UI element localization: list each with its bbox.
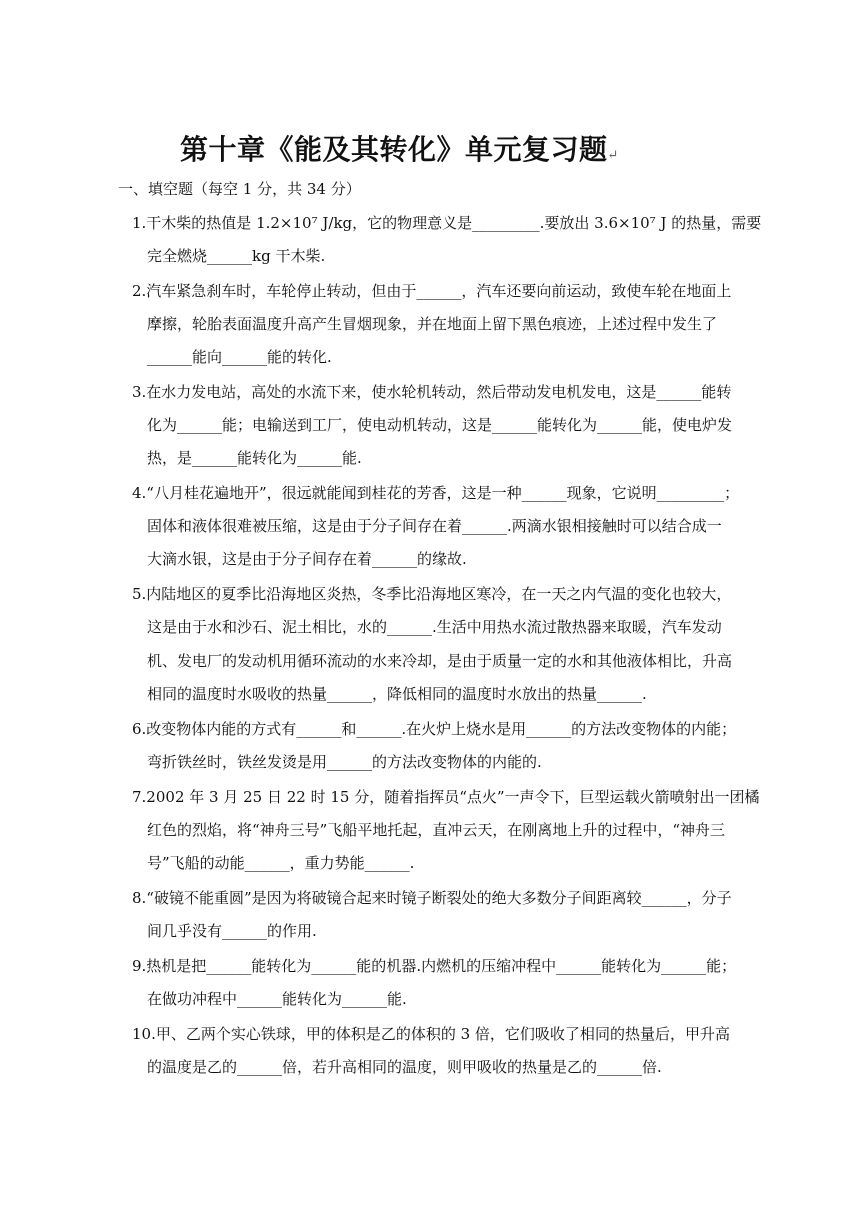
section-heading: 一、填空题（每空 1 分，共 34 分） <box>118 180 361 198</box>
question-4-line-3: 大滴水银，这是由于分子间存在着______的缘故. <box>147 550 467 568</box>
question-3-line-1: 3.在水力发电站，高处的水流下来，使水轮机转动，然后带动发电机发电，这是______能转 <box>132 383 732 401</box>
question-9-line-1: 9.热机是把______能转化为______能的机器.内燃机的压缩冲程中______能转化为______能； <box>132 957 737 975</box>
document-title-text: 第十章《能及其转化》单元复习题 <box>180 133 608 166</box>
question-6-line-1: 6.改变物体内能的方式有______和______.在火炉上烧水是用______的方法改变物体的内能； <box>132 720 737 738</box>
question-10-line-1: 10.甲、乙两个实心铁球，甲的体积是乙的体积的 3 倍，它们吸收了相同的热量后，甲升高 <box>132 1025 730 1043</box>
question-2-line-1: 2.汽车紧急刹车时，车轮停止转动，但由于______，汽车还要向前运动，致使车轮在地面上 <box>132 282 732 300</box>
question-5-line-3: 机、发电厂的发动机用循环流动的水来冷却，是由于质量一定的水和其他液体相比，升高 <box>147 652 733 670</box>
question-1-line-2: 完全燃烧______kg 干木柴. <box>147 247 326 265</box>
question-5-line-1: 5.内陆地区的夏季比沿海地区炎热，冬季比沿海地区寒冷，在一天之内气温的变化也较大， <box>132 585 732 603</box>
question-4-line-1: 4.“八月桂花遍地开”，很远就能闻到桂花的芳香，这是一种______现象，它说明_________； <box>132 484 740 502</box>
question-3-line-3: 热，是______能转化为______能. <box>147 449 362 467</box>
question-2-line-3: ______能向______能的转化. <box>147 348 332 366</box>
question-8-line-1: 8.“破镜不能重圆”是因为将破镜合起来时镜子断裂处的绝大多数分子间距离较______，分子 <box>132 889 732 907</box>
question-9-line-2: 在做功冲程中______能转化为______能. <box>147 990 407 1008</box>
question-7-line-3: 号”飞船的动能______，重力势能______. <box>147 854 415 872</box>
question-6-line-2: 弯折铁丝时，铁丝发烫是用______的方法改变物体的内能的. <box>147 753 542 771</box>
question-8-line-2: 间几乎没有______的作用. <box>147 922 317 940</box>
document-title <box>180 128 619 168</box>
question-7-line-1: 7.2002 年 3 月 25 日 22 时 15 分，随着指挥员“点火”一声令下，巨型运载火箭喷射出一团橘 <box>132 788 760 806</box>
question-4-line-2: 固体和液体很难被压缩，这是由于分子间存在着______.两滴水银相接触时可以结合成一 <box>147 517 722 535</box>
question-5-line-2: 这是由于水和沙石、泥土相比，水的______.生活中用热水流过散热器来取暖，汽车发动 <box>147 618 722 636</box>
question-1-line-1: 1.干木柴的热值是 1.2×10⁷ J/kg，它的物理意义是_________.要放出 3.6×10⁷ J 的热量，需要 <box>132 214 762 232</box>
question-5-line-4: 相同的温度时水吸收的热量______，降低相同的温度时水放出的热量______. <box>147 685 647 703</box>
paragraph-mark-icon: ↵ <box>607 148 619 163</box>
question-2-line-2: 摩擦，轮胎表面温度升高产生冒烟现象，并在地面上留下黑色痕迹，上述过程中发生了 <box>147 315 718 333</box>
question-7-line-2: 红色的烈焰，将“神舟三号”飞船平地托起，直冲云天，在刚离地上升的过程中，“神舟三 <box>147 821 726 839</box>
question-3-line-2: 化为______能；电输送到工厂，使电动机转动，这是______能转化为______能，使电炉发 <box>147 416 733 434</box>
question-10-line-2: 的温度是乙的______倍，若升高相同的温度，则甲吸收的热量是乙的______倍. <box>147 1058 662 1076</box>
